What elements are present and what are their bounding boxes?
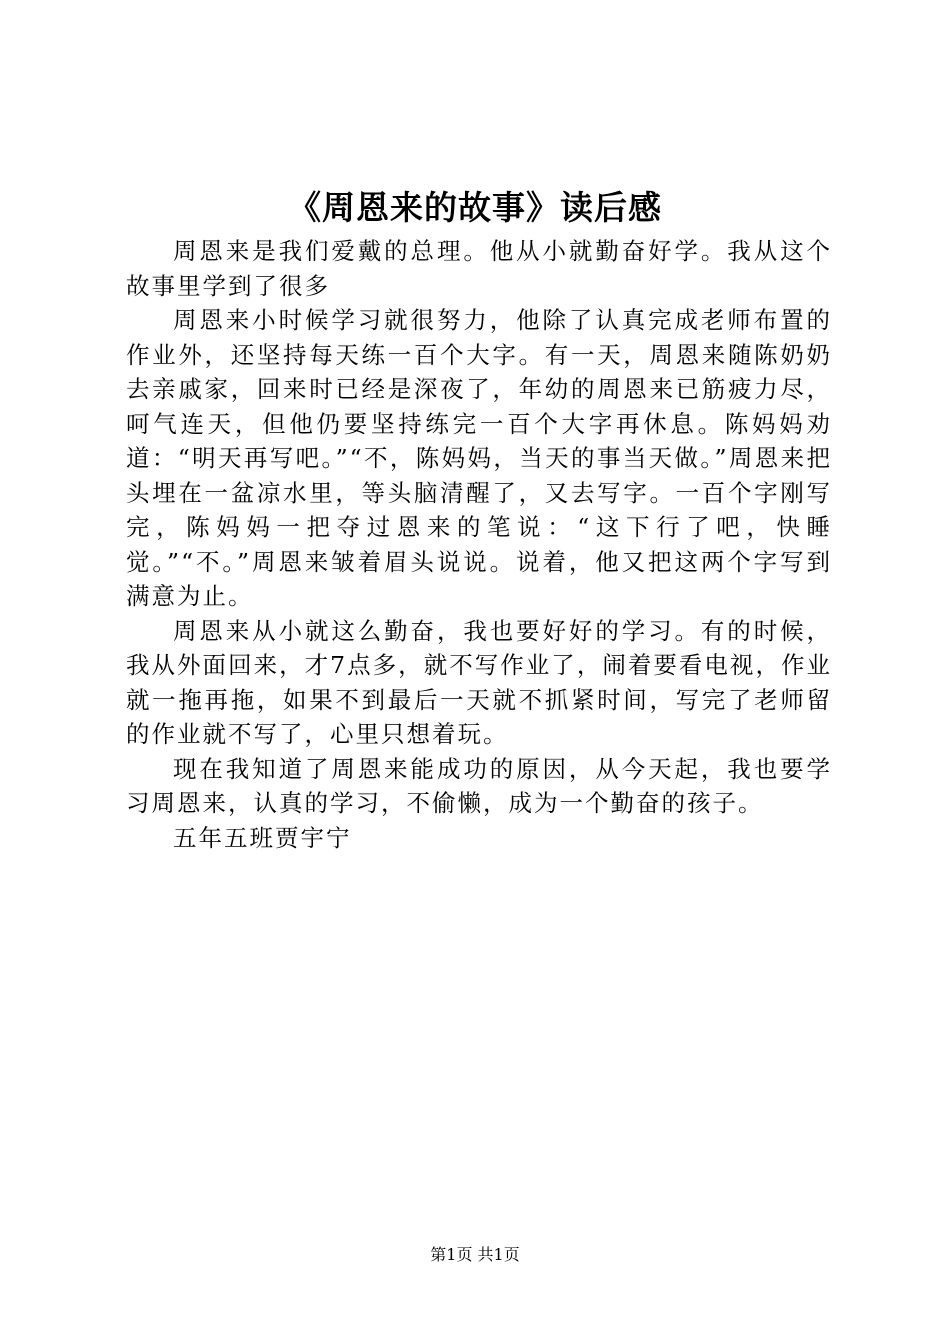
paragraph-intro: 周恩来是我们爱戴的总理。他从小就勤奋好学。我从这个故事里学到了很多: [126, 237, 832, 300]
paragraph-reflection: 周恩来从小就这么勤奋，我也要好好的学习。有的时候，我从外面回来，才7点多，就不写作业了，闹着要看电视，作业就一拖再拖，如果不到最后一天就不抓紧时间，写完了老师留的作业就不写了，心里只想着玩。: [126, 616, 832, 748]
paragraph-story: 周恩来小时候学习就很努力，他除了认真完成老师布置的作业外，还坚持每天练一百个大字。有一天，周恩来随陈奶奶去亲戚家，回来时已经是深夜了，年幼的周恩来已筋疲力尽，呵气连天，但他仍要坚持练完一百个大字再休息。陈妈妈劝道：“明天再写吧。”“不，陈妈妈，当天的事当天做。”周恩来把头埋在一盆凉水里，等头脑清醒了，又去写字。一百个字刚写完，陈妈妈一把夺过恩来的笔说：“这下行了吧，快睡觉。”“不。”周恩来皱着眉头说说。说着，他又把这两个字写到满意为止。: [126, 306, 832, 610]
paragraph-conclusion: 现在我知道了周恩来能成功的原因，从今天起，我也要学习周恩来，认真的学习，不偷懒，成为一个勤奋的孩子。: [126, 754, 832, 817]
page-number-footer: 第1页 共1页: [430, 1245, 520, 1264]
document-title: 《周恩来的故事》读后感: [288, 188, 662, 227]
author-signature: 五年五班贾宇宁: [173, 823, 352, 852]
document-body: [126, 234, 832, 855]
